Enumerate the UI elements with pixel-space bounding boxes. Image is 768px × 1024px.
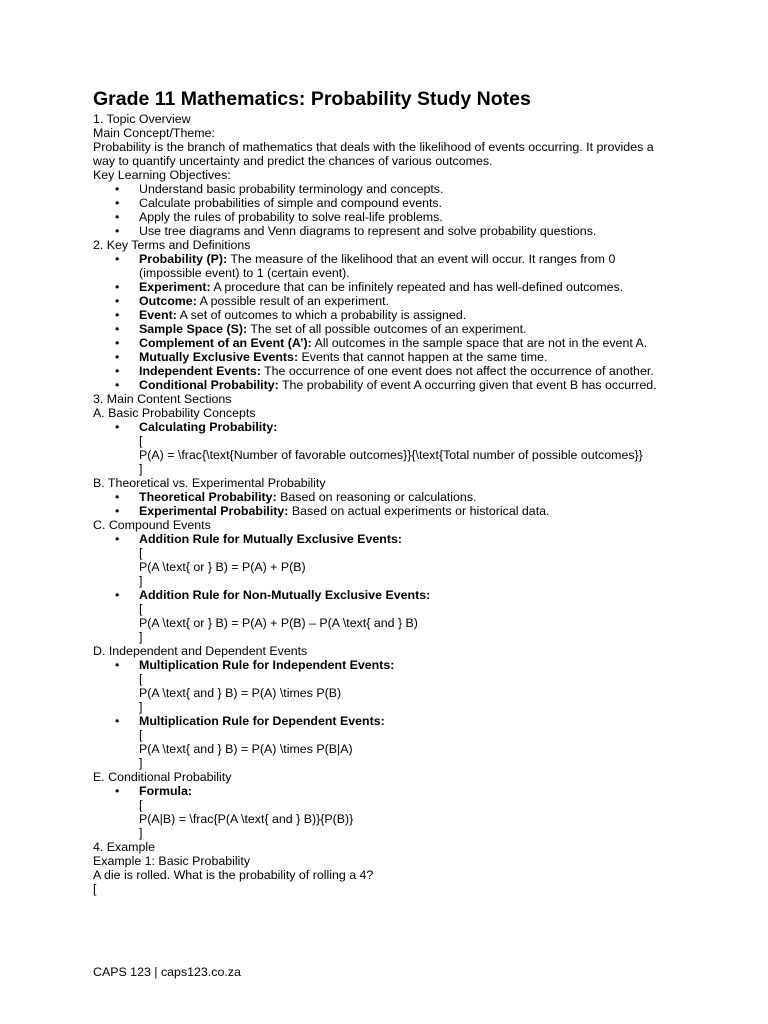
bracket-close: ] [139, 630, 143, 644]
list-item: • Calculate probabilities of simple and compound events. [93, 196, 671, 210]
term-item [93, 490, 671, 504]
subsection-e-list [93, 784, 693, 840]
subsection-a-heading: A. Basic Probability Concepts [93, 406, 256, 420]
bracket-open: [ [139, 672, 143, 686]
term-label: Theoretical Probability: [139, 490, 277, 504]
page-footer: CAPS 123 | caps123.co.za [93, 965, 241, 979]
term-label: Outcome: [139, 294, 197, 308]
term-definition: A possible result of an experiment. [199, 294, 389, 308]
formula-text: P(A \text{ or } B) = P(A) + P(B) [139, 560, 306, 574]
term-label: Conditional Probability: [139, 378, 279, 392]
formula-label: • Multiplication Rule for Independent Events: [139, 658, 395, 672]
formula-label: • Multiplication Rule for Dependent Events: [139, 714, 385, 728]
term-label: Mutually Exclusive Events: [139, 350, 299, 364]
term-definition: A set of outcomes to which a probability is assigned. [179, 308, 467, 322]
formula-text: P(A \text{ or } B) = P(A) + P(B) – P(A \text{ and } B) [139, 616, 418, 630]
term-item [93, 364, 671, 378]
section-2-heading: 2. Key Terms and Definitions [93, 238, 251, 252]
term-label: Independent Events: [139, 364, 261, 378]
term-definition: The probability of event A occurring given that event B has occurred. [281, 378, 657, 392]
list-item: • Use tree diagrams and Venn diagrams to represent and solve probability questions. [93, 224, 671, 238]
bracket-open: [ [139, 546, 143, 560]
terms-list [93, 252, 693, 392]
page-title: Grade 11 Mathematics: Probability Study Notes [93, 88, 531, 110]
bracket-open: [ [139, 602, 143, 616]
bracket-close: ] [139, 462, 143, 476]
term-definition: The set of all possible outcomes of an experiment. [250, 322, 527, 336]
formula-item [93, 784, 671, 840]
term-definition: Events that cannot happen at the same time. [301, 350, 548, 364]
term-item [93, 378, 671, 392]
bracket-close: ] [139, 756, 143, 770]
subsection-e-heading: E. Conditional Probability [93, 770, 232, 784]
formula-text: P(A) = \frac{\text{Number of favorable outcomes}}{\text{Total number of possible outcomes}} [139, 448, 643, 462]
term-definition: Based on reasoning or calculations. [280, 490, 477, 504]
section-1-heading: 1. Topic Overview [93, 112, 191, 126]
bracket-open: [ [139, 798, 143, 812]
term-label: Sample Space (S): [139, 322, 248, 336]
list-item: • Understand basic probability terminology and concepts. [93, 182, 671, 196]
section-4-heading: 4. Example [93, 840, 155, 854]
subsection-b-heading: B. Theoretical vs. Experimental Probability [93, 476, 326, 490]
term-item [93, 336, 671, 350]
term-item [93, 294, 671, 308]
subsection-d-list [93, 658, 693, 770]
term-item [93, 308, 671, 322]
example-1-heading: Example 1: Basic Probability [93, 854, 251, 868]
term-label: Complement of an Event (A’): [139, 336, 312, 350]
objectives-label: Key Learning Objectives: [93, 168, 231, 182]
term-definition: The measure of the likelihood that an event will occur. It ranges from 0 (impossible event) to 1 (certain event). [139, 252, 616, 280]
term-label: Experimental Probability: [139, 504, 289, 518]
main-concept-text: Probability is the branch of mathematics that deals with the likelihood of events occurring. It provides a way to quantify uncertainty and predict the chances of various outcomes. [93, 140, 654, 168]
document-page [93, 88, 693, 896]
formula-label: • Formula: [139, 784, 193, 798]
subsection-d-heading: D. Independent and Dependent Events [93, 644, 308, 658]
example-1-text: A die is rolled. What is the probability of rolling a 4? [93, 868, 374, 882]
formula-text: P(A \text{ and } B) = P(A) \times P(B) [139, 686, 342, 700]
formula-item [93, 588, 671, 644]
formula-label: • Addition Rule for Mutually Exclusive Events: [139, 532, 402, 546]
objectives-list [93, 182, 693, 238]
main-concept-label: Main Concept/Theme: [93, 126, 215, 140]
formula-text: P(A|B) = \frac{P(A \text{ and } B)}{P(B)} [139, 812, 354, 826]
bracket-close: ] [139, 826, 143, 840]
formula-label: • Calculating Probability: [139, 420, 278, 434]
bracket-open: [ [139, 728, 143, 742]
term-item [93, 322, 671, 336]
term-item [93, 350, 671, 364]
formula-text: P(A \text{ and } B) = P(A) \times P(B|A) [139, 742, 353, 756]
term-definition: A procedure that can be infinitely repeated and has well-defined outcomes. [213, 280, 624, 294]
term-label: Probability (P): [139, 252, 228, 266]
term-label: Experiment: [139, 280, 211, 294]
subsection-c-list [93, 532, 693, 644]
bracket-open: [ [139, 434, 143, 448]
formula-label: • Addition Rule for Non-Mutually Exclusive Events: [139, 588, 431, 602]
subsection-b-list [93, 490, 693, 518]
term-item [93, 504, 671, 518]
formula-item [93, 532, 671, 588]
bracket-close: ] [139, 574, 143, 588]
term-definition: The occurrence of one event does not affect the occurrence of another. [264, 364, 654, 378]
formula-item [93, 714, 671, 770]
term-item [93, 252, 671, 280]
bracket-open: [ [93, 882, 97, 896]
formula-item [93, 420, 671, 476]
term-definition: All outcomes in the sample space that are not in the event A. [314, 336, 648, 350]
subsection-c-heading: C. Compound Events [93, 518, 211, 532]
section-3-heading: 3. Main Content Sections [93, 392, 232, 406]
term-item [93, 280, 671, 294]
subsection-a-list [93, 420, 693, 476]
formula-item [93, 658, 671, 714]
term-definition: Based on actual experiments or historical data. [291, 504, 550, 518]
bracket-close: ] [139, 700, 143, 714]
list-item: • Apply the rules of probability to solve real-life problems. [93, 210, 671, 224]
term-label: Event: [139, 308, 177, 322]
